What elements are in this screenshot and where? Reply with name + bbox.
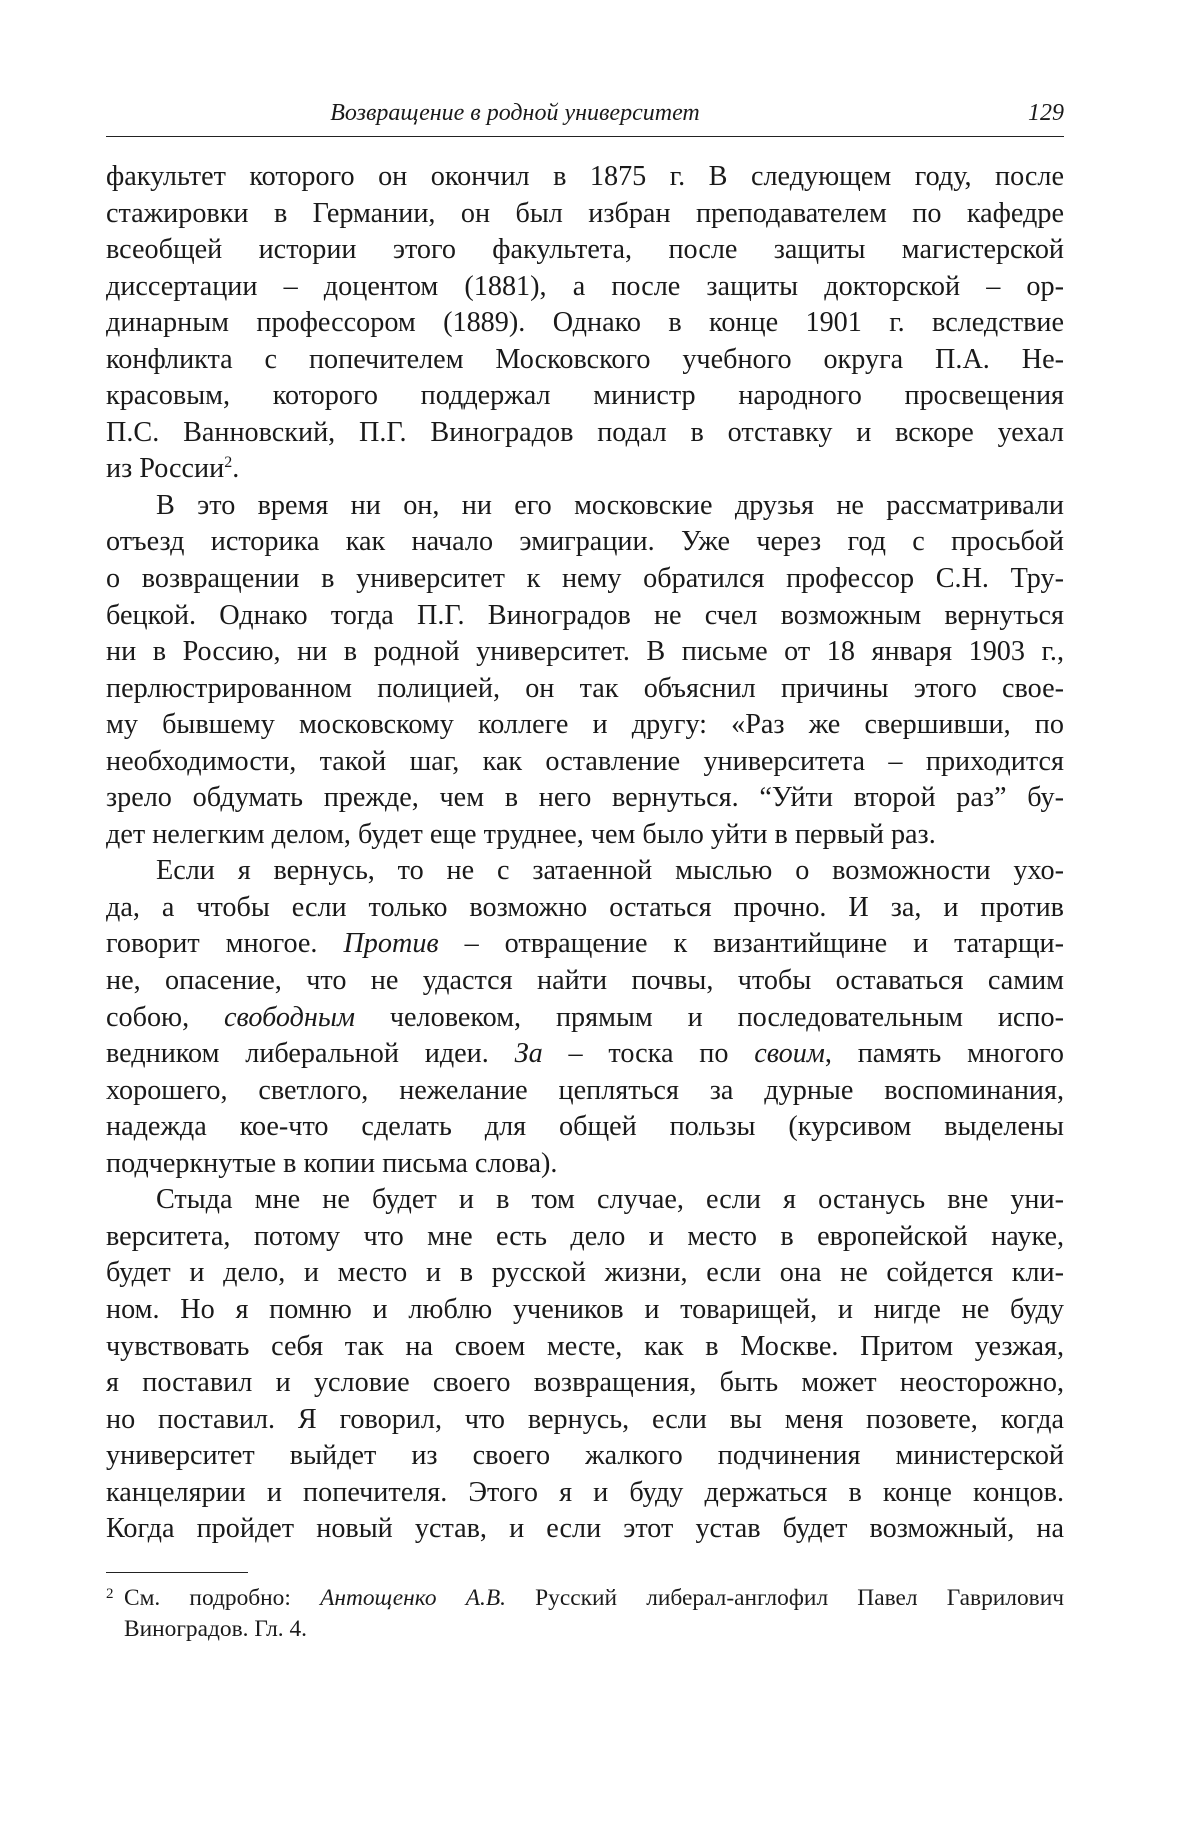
text-line: динарным профессором (1889). Однако в конце 1901 г. вследствие xyxy=(106,305,1064,342)
text-line: надежда кое-что сделать для общей пользы (курсивом выделены xyxy=(106,1109,1064,1146)
italic-span: Антощенко А.В. xyxy=(320,1585,506,1611)
footnote-line xyxy=(124,1583,1064,1614)
text-line: подчеркнутые в копии письма слова). xyxy=(106,1146,1064,1183)
text-line: диссертации – доцентом (1881), а после защиты докторской – ор- xyxy=(106,269,1064,306)
text-line: красовым, которого поддержал министр народного просвещения xyxy=(106,378,1064,415)
text-line: В это время ни он, ни его московские друзья не рассматривали xyxy=(106,488,1064,525)
book-page xyxy=(106,96,1064,1645)
italic-span: Против xyxy=(343,928,438,959)
text-line: му бывшему московскому коллеге и другу: «Раз же свершивши, по xyxy=(106,707,1064,744)
italic-span: За xyxy=(515,1038,543,1069)
text-line: факультет которого он окончил в 1875 г. В следующем году, после xyxy=(106,159,1064,196)
text-span: , память многого xyxy=(825,1038,1064,1069)
text-line: перлюстрированном полицией, он так объяснил причины этого свое- xyxy=(106,671,1064,708)
text-line: о возвращении в университет к нему обратился профессор С.Н. Тру- xyxy=(106,561,1064,598)
text-span: говорит многое. xyxy=(106,928,343,959)
running-title: Возвращение в родной университет xyxy=(106,100,924,127)
text-line: чувствовать себя так на своем месте, как в Москве. Притом уезжая, xyxy=(106,1329,1064,1366)
text-line: Когда пройдет новый устав, и если этот устав будет возможный, на xyxy=(106,1511,1064,1548)
footnote-line: Виноградов. Гл. 4. xyxy=(124,1614,1064,1645)
text-span: – тоска по xyxy=(543,1038,755,1069)
italic-span: своим xyxy=(754,1038,825,1069)
italic-span: свободным xyxy=(224,1002,355,1033)
text-line: университет выйдет из своего жалкого подчинения министерской xyxy=(106,1438,1064,1475)
text-line: отъезд историка как начало эмиграции. Уже через год с просьбой xyxy=(106,524,1064,561)
paragraph-2 xyxy=(106,488,1064,853)
text-span: человеком, прямым и последовательным испо- xyxy=(355,1002,1064,1033)
footnote xyxy=(106,1583,1064,1645)
text-line: ном. Но я помню и люблю учеников и товарищей, и нигде не буду xyxy=(106,1292,1064,1329)
text-line: бецкой. Однако тогда П.Г. Виноградов не счел возможным вернуться xyxy=(106,598,1064,635)
text-line: канцелярии и попечителя. Этого я и буду держаться в конце концов. xyxy=(106,1475,1064,1512)
text-line: всеобщей истории этого факультета, после защиты магистерской xyxy=(106,232,1064,269)
text-span: собою, xyxy=(106,1002,224,1033)
paragraph-3 xyxy=(106,853,1064,1182)
text-span: – отвращение к византийщине и татарщи- xyxy=(439,928,1064,959)
text-line xyxy=(106,926,1064,963)
text-line: конфликта с попечителем Московского учебного округа П.А. Не- xyxy=(106,342,1064,379)
text-line xyxy=(106,1036,1064,1073)
text-line xyxy=(106,1000,1064,1037)
footnote-divider xyxy=(106,1572,248,1573)
text-span: Русский либерал-англофил Павел Гаврилович xyxy=(506,1585,1064,1611)
text-line: необходимости, такой шаг, как оставление университета – приходится xyxy=(106,744,1064,781)
text-span: См. подробно: xyxy=(124,1585,320,1611)
text-span: из России xyxy=(106,453,224,484)
text-line: я поставил и условие своего возвращения, быть может неосторожно, xyxy=(106,1365,1064,1402)
paragraph-4 xyxy=(106,1182,1064,1547)
text-line: Если я вернусь, то не с затаенной мыслью о возможности ухо- xyxy=(106,853,1064,890)
text-line: зрело обдумать прежде, чем в него вернуться. “Уйти второй раз” бу- xyxy=(106,780,1064,817)
text-line: ни в Россию, ни в родной университет. В письме от 18 января 1903 г., xyxy=(106,634,1064,671)
paragraph-1 xyxy=(106,159,1064,488)
text-line: дет нелегким делом, будет еще труднее, чем было уйти в первый раз. xyxy=(106,817,1064,854)
body-text xyxy=(106,159,1064,1548)
text-line: не, опасение, что не удастся найти почвы, чтобы оставаться самим xyxy=(106,963,1064,1000)
text-line: Стыда мне не будет и в том случае, если я останусь вне уни- xyxy=(106,1182,1064,1219)
text-line: верситета, потому что мне есть дело и место в европейской науке, xyxy=(106,1219,1064,1256)
running-header xyxy=(106,96,1064,137)
text-line: П.С. Ванновский, П.Г. Виноградов подал в отставку и вскоре уехал xyxy=(106,415,1064,452)
text-line: да, а чтобы если только возможно остаться прочно. И за, и против xyxy=(106,890,1064,927)
text-line xyxy=(106,451,1064,488)
footnote-reference: 2 xyxy=(224,454,232,471)
text-line: но поставил. Я говорил, что вернусь, если вы меня позовете, когда xyxy=(106,1402,1064,1439)
text-span: . xyxy=(232,453,239,484)
text-line: хорошего, светлого, нежелание цепляться за дурные воспоминания, xyxy=(106,1073,1064,1110)
text-line: стажировки в Германии, он был избран преподавателем по кафедре xyxy=(106,196,1064,233)
text-line: будет и дело, и место и в русской жизни, если она не сойдется кли- xyxy=(106,1255,1064,1292)
page-number: 129 xyxy=(1028,100,1064,127)
footnote-mark: 2 xyxy=(106,1579,114,1610)
text-span: ведником либеральной идеи. xyxy=(106,1038,515,1069)
